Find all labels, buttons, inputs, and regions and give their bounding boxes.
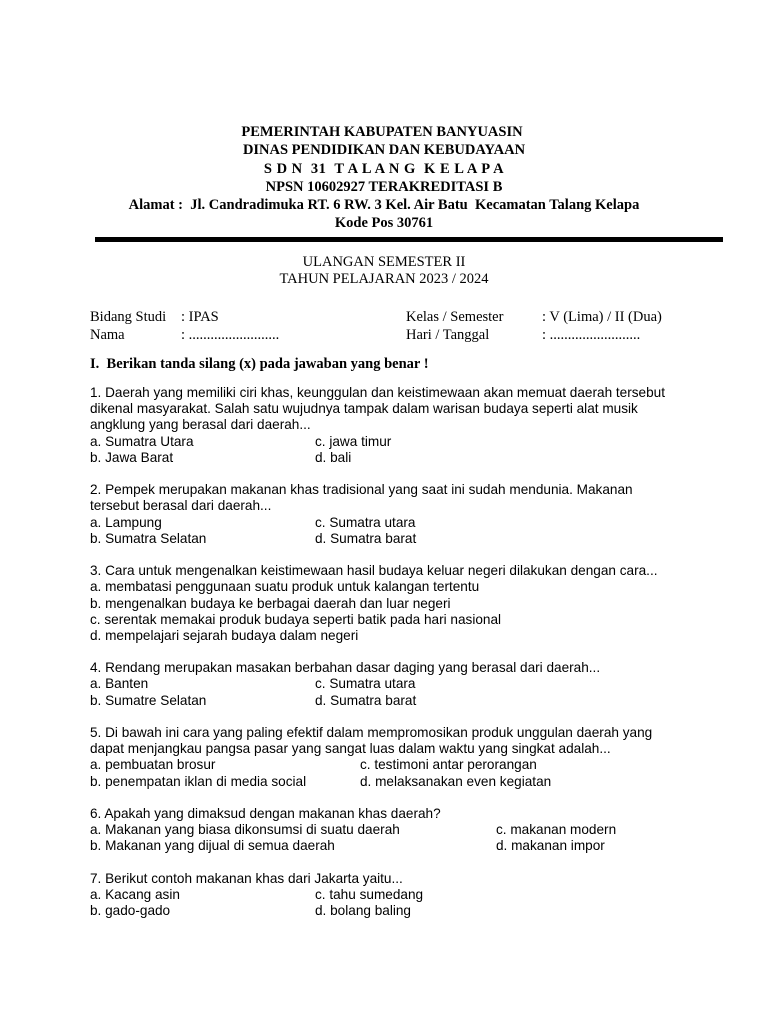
option-b: b. Sumatra Selatan [90, 530, 207, 546]
exam-info [90, 308, 690, 344]
date-label: Hari / Tanggal [406, 327, 490, 343]
option-a: a. pembuatan brosur [90, 757, 216, 773]
question-stem: 7. Berikut contoh makanan khas dari Jakarta yaitu... [90, 870, 403, 886]
answer-options [90, 757, 690, 789]
class-value: : V (Lima) / II (Dua) [542, 309, 662, 325]
question-item [90, 385, 690, 466]
question-stem: 2. Pempek merupakan makanan khas tradisional yang saat ini sudah mendunia. Makanan tersebut berasal dari daerah... [90, 482, 633, 514]
exam-info-row [90, 326, 690, 344]
option-d: d. bolang baling [315, 903, 411, 919]
letterhead-school-name: S D N 31 T A L A N G K E L A P A [263, 160, 505, 177]
section-instruction: I. Berikan tanda silang (x) pada jawaban yang benar ! [90, 356, 429, 372]
school-letterhead [0, 123, 768, 233]
subject-value: : IPAS [181, 309, 219, 325]
answer-options [90, 434, 690, 466]
subject-label: Bidang Studi [90, 309, 167, 325]
option-a: a. Lampung [90, 514, 162, 530]
exam-year: TAHUN PELAJARAN 2023 / 2024 [279, 271, 489, 287]
question-stem: 3. Cara untuk mengenalkan keistimewaan hasil budaya keluar negeri dilakukan dengan cara... [90, 563, 658, 579]
option-b: b. gado-gado [90, 903, 171, 919]
exam-info-row [90, 308, 690, 326]
question-item [90, 482, 690, 547]
answer-options [90, 676, 690, 708]
question-stem: 1. Daerah yang memiliki ciri khas, keunggulan dan keistimewaan akan memuat daerah tersebut dikenal masyarakat. Salah satu wujudnya tampak dalam warisan budaya seperti alat musik angklung yang berasal dari daerah... [90, 385, 666, 433]
question-stem: 6. Apakah yang dimaksud dengan makanan khas daerah? [90, 806, 441, 822]
option-d: d. Sumatra barat [315, 692, 417, 708]
exam-title-block [0, 254, 768, 288]
letterhead-government: PEMERINTAH KABUPATEN BANYUASIN [241, 124, 523, 140]
option-b: b. Jawa Barat [90, 449, 174, 465]
name-value: : ......................... [181, 327, 280, 343]
option-d: d. Sumatra barat [315, 530, 417, 546]
option-a: a. Sumatra Utara [90, 433, 194, 449]
answer-options [90, 887, 690, 919]
letterhead-postcode: Kode Pos 30761 [334, 215, 434, 232]
class-label: Kelas / Semester [406, 309, 504, 325]
answer-options [90, 579, 690, 644]
option-c: c. serentak memakai produk budaya seperti batik pada hari nasional [90, 611, 502, 627]
option-c: c. tahu sumedang [315, 886, 424, 902]
question-item [90, 563, 690, 644]
option-d: d. makanan impor [496, 838, 605, 854]
option-c: c. jawa timur [315, 433, 392, 449]
option-a: a. membatasi penggunaan suatu produk untuk kalangan tertentu [90, 579, 480, 595]
name-label: Nama [90, 327, 125, 343]
option-c: c. makanan modern [496, 822, 617, 838]
letterhead-department: DINAS PENDIDIKAN DAN KEBUDAYAAN [242, 142, 526, 159]
exam-title: ULANGAN SEMESTER II [302, 254, 466, 270]
date-value: : ......................... [542, 327, 641, 343]
option-b: b. Makanan yang dijual di semua daerah [90, 838, 335, 854]
option-a: a. Makanan yang biasa dikonsumsi di suatu daerah [90, 822, 400, 838]
letterhead-address: Alamat : Jl. Candradimuka RT. 6 RW. 3 Kel. Air Batu Kecamatan Talang Kelapa [128, 197, 640, 214]
answer-options [90, 822, 690, 854]
option-c: c. Sumatra utara [315, 514, 416, 530]
question-stem: 4. Rendang merupakan masakan berbahan dasar daging yang berasal dari daerah... [90, 660, 601, 676]
question-stem: 5. Di bawah ini cara yang paling efektif dalam mempromosikan produk unggulan daerah yang dapat menjangkau pangsa pasar yang sangat luas dalam waktu yang singkat adalah... [90, 725, 653, 757]
option-d: d. bali [315, 449, 352, 465]
letterhead-npsn: NPSN 10602927 TERAKREDITASI B [265, 178, 503, 195]
answer-options [90, 515, 690, 547]
option-b: b. mengenalkan budaya ke berbagai daerah dan luar negeri [90, 595, 451, 611]
question-list [90, 385, 690, 936]
option-c: c. testimoni antar perorangan [360, 757, 537, 773]
option-d: d. mempelajari sejarah budaya dalam negeri [90, 627, 359, 643]
option-b: b. penempatan iklan di media social [90, 773, 307, 789]
option-b: b. Sumatre Selatan [90, 692, 207, 708]
question-item [90, 806, 690, 855]
question-item [90, 660, 690, 709]
option-a: a. Kacang asin [90, 886, 180, 902]
option-d: d. melaksanakan even kegiatan [360, 773, 552, 789]
option-c: c. Sumatra utara [315, 676, 416, 692]
question-item [90, 725, 690, 790]
option-a: a. Banten [90, 676, 149, 692]
question-item [90, 871, 690, 920]
letterhead-divider [95, 237, 723, 242]
